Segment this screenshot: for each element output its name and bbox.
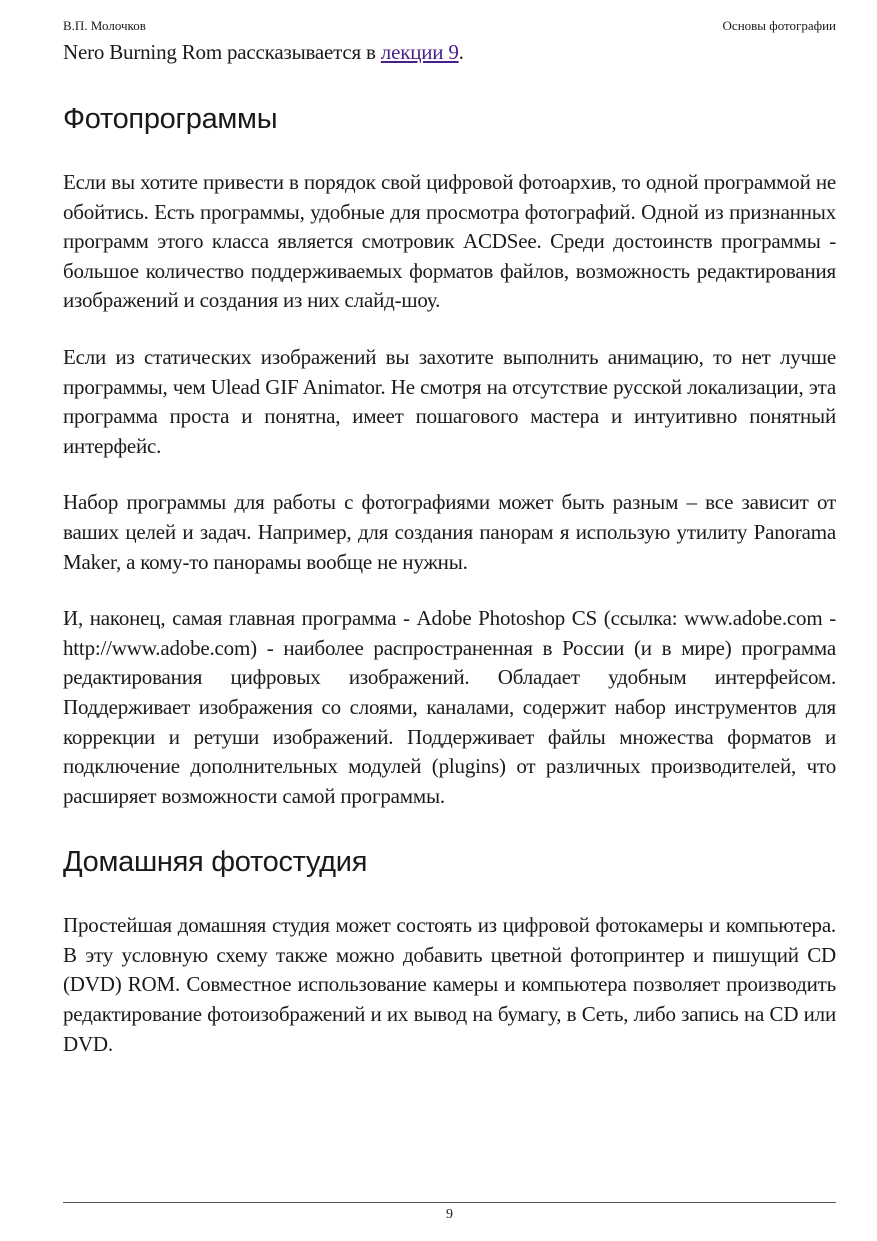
paragraph-gif-animator: Если из статических изображений вы захотите выполнить анимацию, то нет лучше программы, чем Ulead GIF Animator. Не смотря на отсутствие русской локализации, эта программа проста и понятна, имеет пошагового мастера и интуитивно понятный интерфейс. <box>63 344 836 458</box>
paragraph-acdsee: Если вы хотите привести в порядок свой цифровой фотоархив, то одной программой не обойтись. Есть программы, удобные для просмотра фотографий. Одной из признанных программ этого класса является смотровик ACDSee. Среди достоинств программы - большое количество поддерживаемых форматов файлов, возможность редактирования изображений и создания из них слайд-шоу. <box>63 170 836 313</box>
running-header <box>63 17 836 35</box>
paragraph-photoshop: И, наконец, самая главная программа - Adobe Photoshop CS (ссылка: www.adobe.com - http://www.adobe.com) - наиболее распространенная в России (и в мире) программа редактирования цифровых изображений. Обладает удобным интерфейсом. Поддерживает изображения со слоями, каналами, содержит набор инструментов для коррекции и ретуши изображений. Поддерживает файлы множества форматов и подключение дополнительных модулей (plugins) от различных производителей, что расширяет возможности самой программы. <box>63 606 836 808</box>
paragraph-panorama-maker: Набор программы для работы с фотографиями может быть разным – все зависит от ваших целей и задач. Например, для создания панорам я использую утилиту Panorama Maker, а кому-то панорамы вообще не нужны. <box>63 490 836 574</box>
page-number: 9 <box>446 1207 453 1222</box>
intro-text: Nero Burning Rom рассказывается в <box>63 40 381 64</box>
section-heading-home-studio: Домашняя фотостудия <box>63 846 368 879</box>
header-author: В.П. Молочков <box>63 18 146 33</box>
paragraph-home-studio: Простейшая домашняя студия может состоять из цифровой фотокамеры и компьютера. В эту условную схему также можно добавить цветной фотопринтер и пишущий CD (DVD) ROM. Совместное использование камеры и компьютера позволяет производить редактирование фотоизображений и их вывод на бумагу, в Сеть, либо запись на CD или DVD. <box>63 913 836 1056</box>
intro-text-end: . <box>458 40 464 64</box>
header-book-title: Основы фотографии <box>722 18 836 33</box>
lecture-9-link[interactable]: лекции 9 <box>380 40 459 64</box>
intro-line <box>63 38 836 67</box>
footer-divider <box>63 1202 836 1203</box>
section-heading-photo-programs: Фотопрограммы <box>63 103 278 135</box>
page-content <box>63 38 836 1059</box>
